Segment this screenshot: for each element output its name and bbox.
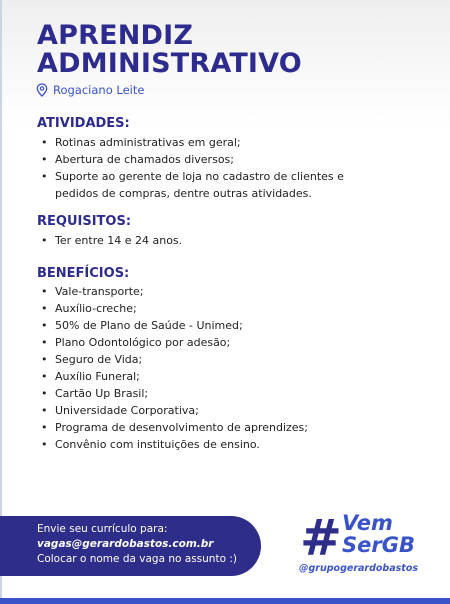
atividades-heading: ATIVIDADES: xyxy=(37,116,130,131)
contact-banner xyxy=(0,516,261,576)
job-title-line2: ADMINISTRATIVO xyxy=(37,48,302,79)
list-item: • Auxílio Funeral; xyxy=(41,368,381,385)
job-location xyxy=(36,82,144,98)
list-item: • Programa de desenvolvimento de aprendizes; xyxy=(41,419,381,436)
brand-logo xyxy=(298,510,428,580)
location-text: Rogaciano Leite xyxy=(53,83,145,97)
requisitos-list xyxy=(41,232,381,249)
left-border xyxy=(0,0,2,604)
list-item: • Auxílio-creche; xyxy=(41,300,381,317)
beneficios-list xyxy=(41,283,381,453)
list-item: • Suporte ao gerente de loja no cadastro de clientes e pedidos de compras, dentre outras atividades. xyxy=(41,168,381,202)
requisitos-heading: REQUISITOS: xyxy=(37,214,132,229)
list-item: • Cartão Up Brasil; xyxy=(41,385,381,402)
bottom-stripe xyxy=(0,598,450,604)
contact-subject-note: Colocar o nome da vaga no assunto :) xyxy=(37,553,237,565)
list-item: • Vale-transporte; xyxy=(41,283,381,300)
brand-sergb: SerGB xyxy=(342,533,415,557)
list-item: • Ter entre 14 e 24 anos. xyxy=(41,232,381,249)
beneficios-heading: BENEFÍCIOS: xyxy=(37,266,130,281)
atividades-list xyxy=(41,134,381,202)
list-item: • Plano Odontológico por adesão; xyxy=(41,334,381,351)
contact-email[interactable]: vagas@gerardobastos.com.br xyxy=(37,538,214,550)
location-pin-icon xyxy=(36,83,48,97)
job-title-line1: APRENDIZ xyxy=(37,20,194,51)
brand-vem: Vem xyxy=(342,511,393,535)
list-item: • Universidade Corporativa; xyxy=(41,402,381,419)
brand-handle[interactable]: @grupogerardobastos xyxy=(299,563,419,574)
hashtag-icon: # xyxy=(300,509,342,567)
list-item: • Abertura de chamados diversos; xyxy=(41,151,381,168)
contact-instruction: Envie seu currículo para: xyxy=(37,523,168,535)
list-item: • 50% de Plano de Saúde - Unimed; xyxy=(41,317,381,334)
job-title xyxy=(37,22,437,78)
list-item: • Rotinas administrativas em geral; xyxy=(41,134,381,151)
list-item: • Convênio com instituições de ensino. xyxy=(41,436,381,453)
list-item: • Seguro de Vida; xyxy=(41,351,381,368)
